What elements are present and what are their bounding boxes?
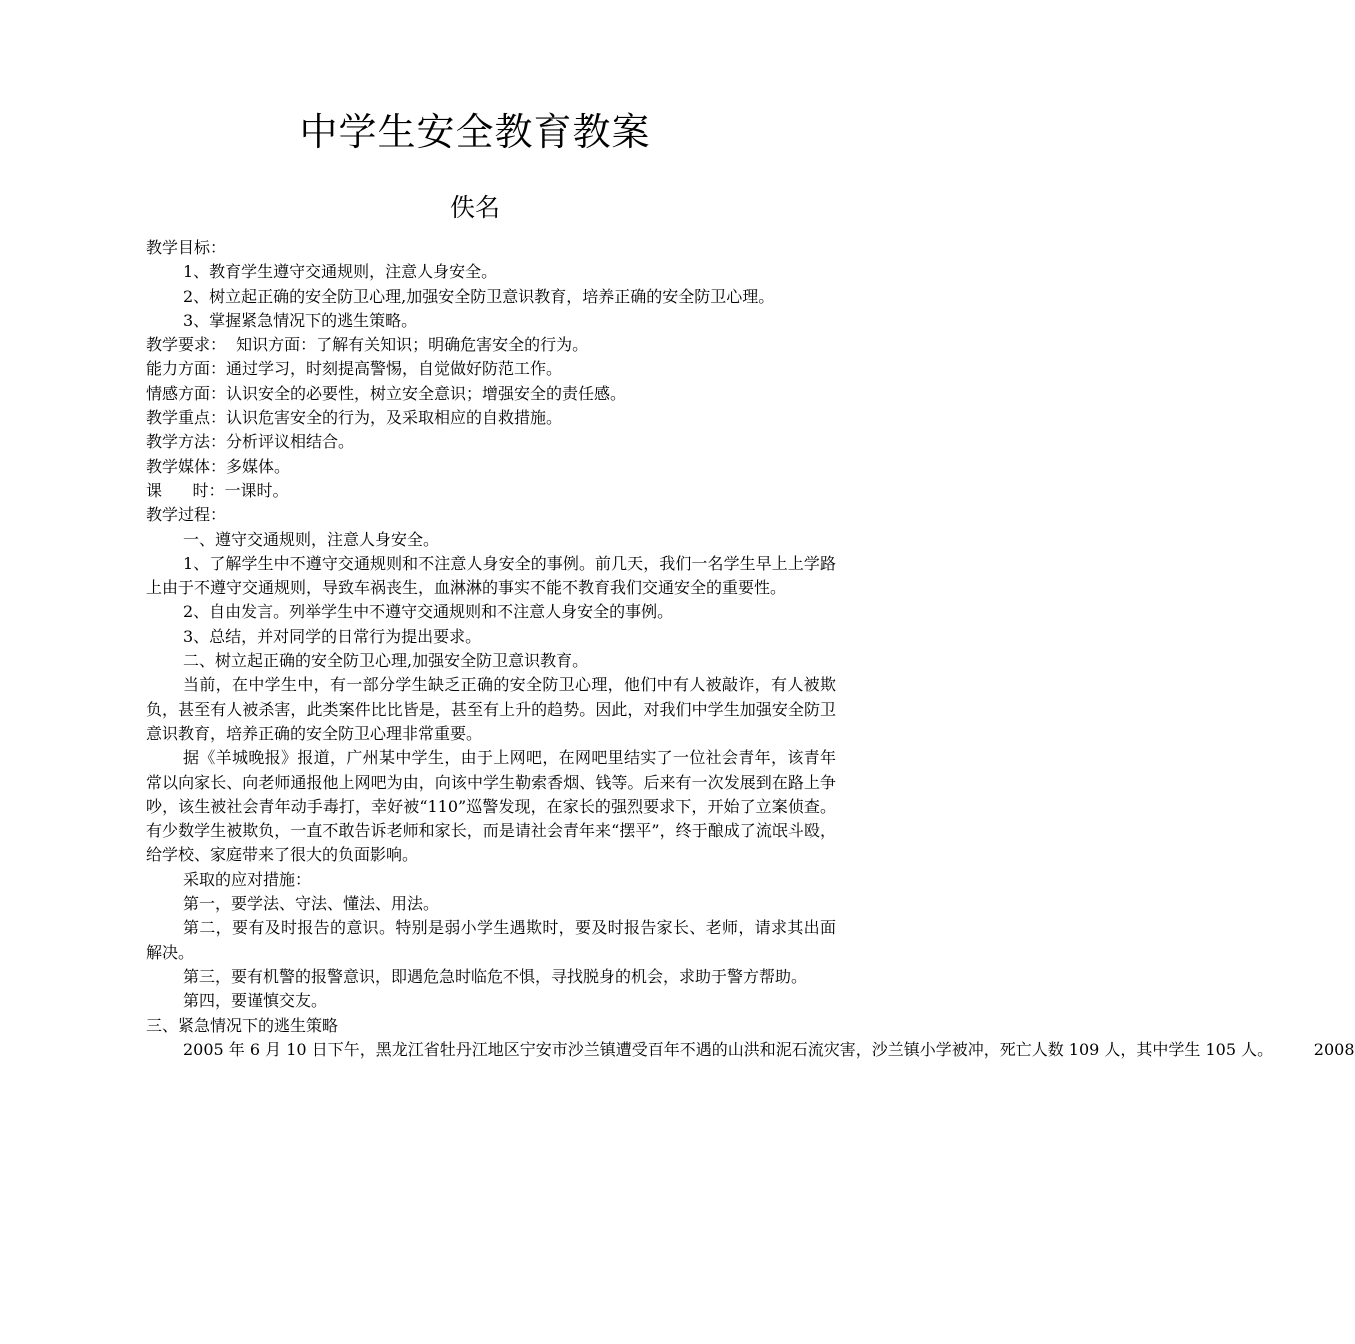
body-paragraph: 能力方面：通过学习，时刻提高警惕，自觉做好防范工作。: [146, 359, 563, 379]
body-paragraph: 情感方面：认识安全的必要性，树立安全意识；增强安全的责任感。: [146, 383, 627, 403]
body-paragraph: 二、树立起正确的安全防卫心理,加强安全防卫意识教育。: [183, 651, 589, 671]
body-paragraph: 教学媒体：多媒体。: [146, 456, 291, 476]
body-paragraph: 1、教育学生遵守交通规则，注意人身安全。: [183, 262, 498, 282]
body-paragraph: 第二，要有及时报告的意识。特别是弱小学生遇欺时，要及时报告家长、老师，请求其出面解决。: [146, 918, 836, 962]
document-author: 佚名: [449, 193, 500, 222]
body-paragraph: 教学重点：认识危害安全的行为，及采取相应的自救措施。: [146, 408, 563, 428]
body-paragraph: 第一，要学法、守法、懂法、用法。: [183, 894, 440, 914]
document-title: 中学生安全教育教案: [299, 110, 651, 154]
body-paragraph: 教学目标：: [146, 238, 227, 257]
body-paragraph: 3、总结，并对同学的日常行为提出要求。: [183, 626, 482, 646]
body-paragraph: 教学方法：分析评议相结合。: [146, 432, 355, 452]
body-paragraph: 教学过程：: [146, 505, 227, 525]
body-paragraph: 当前，在中学生中，有一部分学生缺乏正确的安全防卫心理，他们中有人被敲诈，有人被欺负，甚至有人被杀害，此类案件比比皆是，甚至有上升的趋势。因此，对我们中学生加强安全防卫意识教育，培养正确的安全防卫心理非常重要。: [146, 675, 836, 743]
body-paragraph: 教学要求： 知识方面：了解有关知识；明确危害安全的行为。: [146, 335, 589, 355]
body-paragraph: 一、遵守交通规则，注意人身安全。: [183, 529, 440, 549]
body-paragraph: 2、自由发言。列举学生中不遵守交通规则和不注意人身安全的事例。: [183, 602, 674, 622]
body-paragraph: 1、了解学生中不遵守交通规则和不注意人身安全的事例。前几天，我们一名学生早上上学路上由于不遵守交通规则，导致车祸丧生，血淋淋的事实不能不教育我们交通安全的重要性。: [146, 553, 836, 598]
body-paragraph: 3、掌握紧急情况下的逃生策略。: [183, 310, 418, 330]
body-paragraph: 课 时：一课时。: [146, 480, 289, 500]
body-paragraph: 第三，要有机警的报警意识，即遇危急时临危不惧，寻找脱身的机会，求助于警方帮助。: [183, 966, 808, 986]
body-paragraph: 2005 年 6 月 10 日下午，黑龙江省牡丹江地区宁安市沙兰镇遭受百年不遇的山洪和泥石流灾害，沙兰镇小学被冲，死亡人数 109 人，其中学生 105 人。 2008: [183, 1039, 1355, 1059]
body-paragraph: 三、紧急情况下的逃生策略: [146, 1015, 339, 1035]
body-paragraph: 第四，要谨慎交友。: [183, 991, 328, 1011]
body-paragraph: 2、树立起正确的安全防卫心理,加强安全防卫意识教育，培养正确的安全防卫心理。: [183, 286, 775, 306]
body-paragraph: 据《羊城晚报》报道，广州某中学生，由于上网吧，在网吧里结实了一位社会青年，该青年常以向家长、向老师通报他上网吧为由，向该中学生勒索香烟、钱等。后来有一次发展到在路上争吵，该生被社会青年动手毒打，幸好被“110”巡警发现，在家长的强烈要求下，开始了立案侦查。有少数学生被欺负，一直不敢告诉老师和家长，而是请社会青年来“摆平”，终于酿成了流氓斗殴，给学校、家庭带来了很大的负面影响。: [146, 748, 836, 865]
document-body: [146, 236, 1355, 1062]
body-paragraph: 采取的应对措施：: [183, 869, 312, 889]
